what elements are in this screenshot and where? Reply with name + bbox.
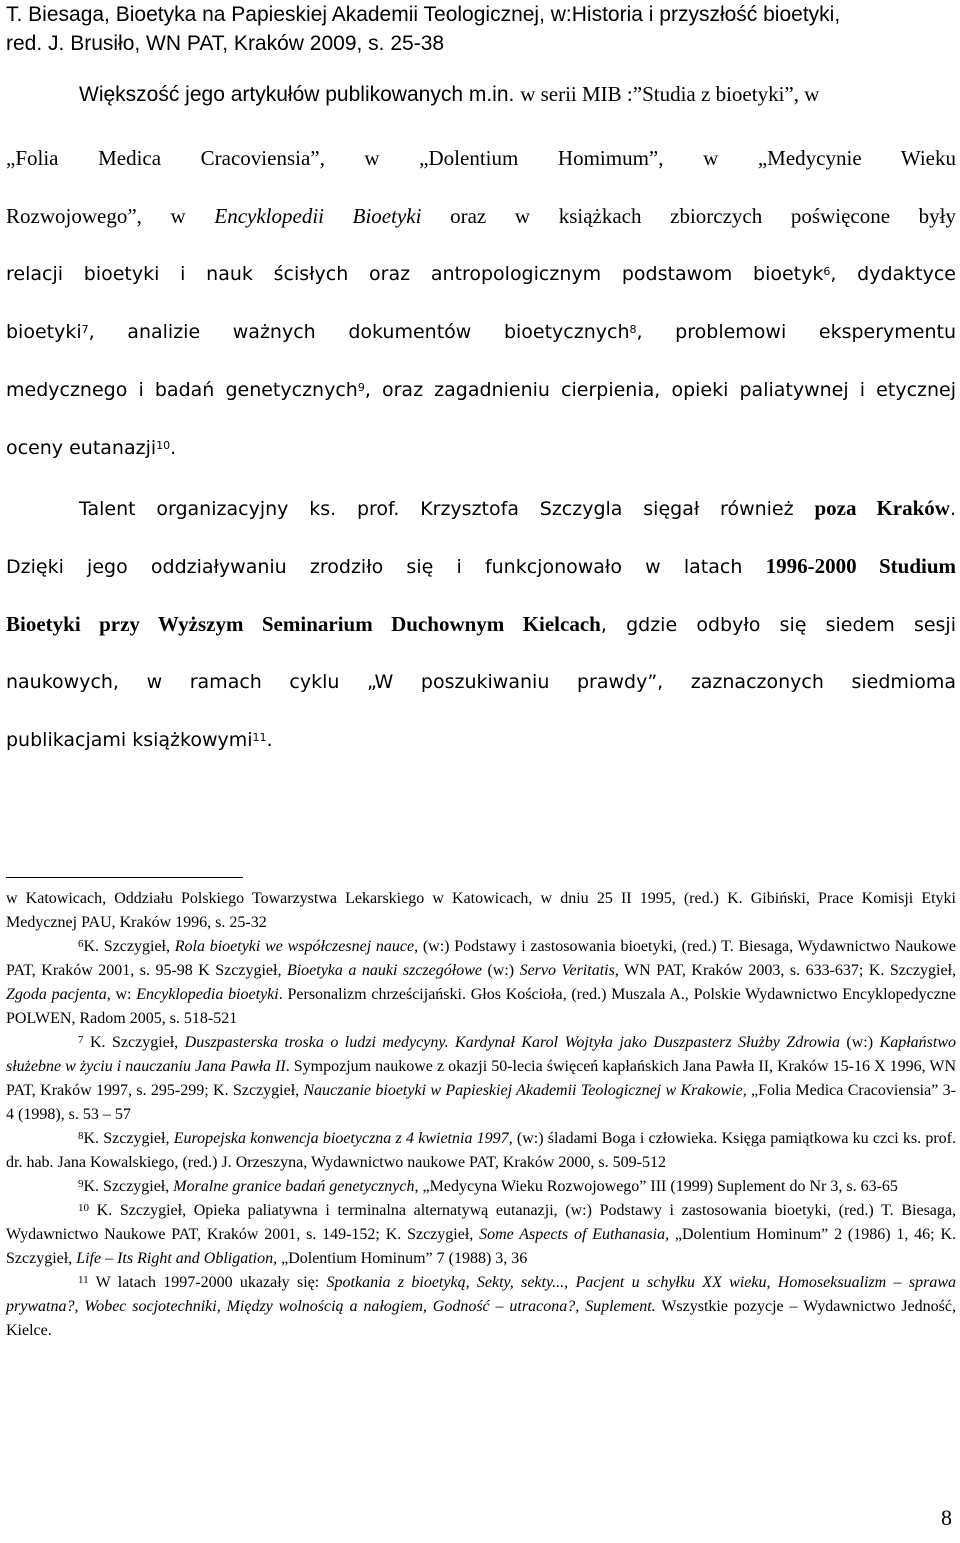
footnote-text: , „Dolentium Hominum” 7 (1988) 3, 36 [273, 1250, 528, 1267]
footnote-ref: 10 [156, 439, 171, 452]
body-line-7 [6, 434, 956, 463]
footnote-text: W latach 1997-2000 ukazały się: [88, 1274, 327, 1291]
citation-line-2 [6, 29, 956, 58]
body-text: „Folia Medica Cracoviensia”, w „Dolentium Homimum”, w „Medycynie Wieku [6, 146, 956, 170]
body-text: bioetyki [6, 321, 82, 343]
body-text: oceny eutanazji [6, 437, 157, 459]
footnote-text: . Sympozjum naukowe z okazji 50-lecia święceń kapłańskich Jana Pawła II, Kraków 15-16 X 1996, WN PAT, Kraków 1997, s. 295-299; K. Szczygieł, [6, 1058, 956, 1099]
footnote-text-italic: Life – Its Right and Obligation [76, 1250, 274, 1267]
footnote-text: , WN PAT, Kraków 2003, s. 633-637; K. Szczygieł, [614, 962, 957, 979]
footnote-ref: 6 [823, 265, 831, 278]
body-text: naukowych, w ramach cyklu „W poszukiwaniu prawdy”, zaznaczonych siedmioma [6, 671, 956, 693]
footnote-continuation [6, 887, 956, 935]
footnote-text-italic: Bioetyka a nauki szczegółowe [286, 962, 482, 979]
footnote-text-italic: Nauczanie bioetyki w Papieskiej Akademii Teologicznej w Krakowie, [303, 1082, 747, 1099]
footnote-text: K. Szczygieł, Opieka paliatywna i terminalna alternatywą eutanazji, (w:) Podstawy i zastosowania bioetyki, (red.) T. Biesaga, Wydawnictwo Naukowe PAT, Kraków 2001, s. 149-152; K. Szczygieł, [6, 1202, 956, 1243]
footnote-number: 11 [78, 1274, 89, 1286]
footnote-text: w Katowicach, Oddziału Polskiego Towarzystwa Lekarskiego w Katowicach, w dniu 25 II 1995, (red.) K. Gibiński, Prace Komisji Etyki Medycznej PAU, Kraków 1996, s. 25-32 [6, 890, 956, 931]
body-text: relacji bioetyki i nauk ścisłych oraz antropologicznym podstawom bioetyk [6, 263, 824, 285]
body-line-9 [6, 552, 956, 582]
body-text: . [266, 729, 273, 751]
footnote-text: „Folia Medica Cracoviensia” 3-4 (1998), s. 53 – 57 [6, 1082, 956, 1123]
footnote-10 [6, 1199, 956, 1271]
body-text: . [170, 437, 177, 459]
footnote-8 [6, 1127, 956, 1175]
footnote-number: 8 [78, 1130, 84, 1142]
body-line-10 [6, 610, 956, 640]
page-number: 8 [941, 1505, 952, 1530]
body-line-4 [6, 260, 956, 289]
body-line-2 [6, 144, 956, 173]
footnote-text-italic: Duszpasterska troska o ludzi medycyny. Kardynał Karol Wojtyła jako Duszpasterz Służby Zdrowia [184, 1034, 840, 1051]
body-text: . [949, 498, 957, 520]
footnote-text: . Personalizm chrześcijański. Głos Kościoła, (red.) Muszala A., Polskie Wydawnictwo Encyklopedyczne POLWEN, Radom 2005, s. 518-521 [6, 986, 956, 1027]
body-text-bold: poza Kraków [814, 496, 950, 520]
footnote-text: , (w:) Podstawy i zastosowania bioetyki, (red.) T. Biesaga, Wydawnictwo Naukowe PAT, Kraków 2001, s. 95-98 K Szczygieł, [6, 938, 957, 979]
footnote-text: K. Szczygieł, [83, 1034, 185, 1051]
footnote-text: , „Dolentium Hominum” 2 (1986) 1, 46; K. Szczygieł, [6, 1226, 957, 1267]
body-text: publikacjami książkowymi [6, 729, 253, 751]
body-text: medycznego i badań genetycznych [6, 379, 358, 401]
body-text-bold: Bioetyki przy Wyższym Seminarium Duchownym Kielcach [6, 612, 601, 636]
footnote-separator [6, 877, 243, 878]
body-text: Dzięki jego oddziaływaniu zrodziło się i funkcjonowało w latach [6, 556, 743, 578]
footnote-7 [6, 1031, 956, 1127]
footnote-text: (w:) [839, 1034, 880, 1051]
footnote-text-italic: Servo Veritatis [519, 962, 615, 979]
body-text: w [170, 204, 186, 228]
body-line-1 [79, 80, 954, 109]
citation-header [6, 0, 956, 58]
body-text: w serii MIB :”Studia z bioetyki”, w [520, 82, 820, 106]
footnote-text-italic: Moralne granice badań genetycznych [173, 1178, 415, 1195]
citation-line-1 [6, 0, 956, 29]
footnote-text: , (w:) śladami Boga i człowieka. Księga pamiątkowa ku czci ks. prof. dr. hab. Jana Kowalskiego, (red.) J. Orzeszyna, Wydawnictwo naukowe PAT, Kraków 2000, s. 509-512 [6, 1130, 957, 1171]
body-text: , problemowi eksperymentu [636, 321, 957, 343]
footnote-ref: 9 [357, 381, 365, 394]
body-text: , analizie ważnych dokumentów bioetycznych [88, 321, 630, 343]
footnote-number: 10 [78, 1202, 89, 1214]
body-text-bold: 1996-2000 Studium [765, 554, 957, 578]
footnote-ref: 7 [81, 323, 89, 336]
body-text: Większość jego artykułów publikowanych m.in. [79, 83, 515, 106]
footnote-text: Wszystkie pozycje – Wydawnictwo Jedność, Kielce. [6, 1298, 956, 1339]
footnotes [6, 887, 956, 1343]
footnote-text: , w: [106, 986, 137, 1003]
footnote-text: (w:) [481, 962, 520, 979]
footnote-text: , „Medycyna Wieku Rozwojowego” III (1999) Suplement do Nr 3, s. 63-65 [414, 1178, 898, 1195]
citation-text-1: T. Biesaga, Bioetyka na Papieskiej Akademii Teologicznej, w:Historia i przyszłość bioetyki, [6, 3, 841, 26]
footnote-ref: 8 [629, 323, 637, 336]
footnote-text-italic: Encyklopedia bioetyki [136, 986, 279, 1003]
footnote-text-italic: Spotkania z bioetyką, Sekty, sekty..., Pacjent u schyłku XX wieku, Homoseksualizm – sprawa prywatna?, Wobec socjotechniki, Między wolnością a nałogiem, Godność – utracona?, Suplement. [6, 1274, 957, 1315]
body-line-12 [6, 726, 956, 755]
body-text: Talent organizacyjny ks. prof. Krzysztofa Szczygla sięgał również [79, 498, 794, 520]
body-line-3 [6, 202, 956, 231]
footnote-9 [6, 1175, 956, 1199]
body-text: , oraz zagadnieniu cierpienia, opieki paliatywnej i etycznej [364, 379, 956, 401]
body-text: Rozwojowego”, [6, 204, 142, 228]
footnote-text-italic: Some Aspects of Euthanasia [479, 1226, 666, 1243]
footnote-text: K. Szczygieł, [83, 1130, 174, 1147]
body-line-5 [6, 318, 956, 347]
footnote-number: 6 [78, 938, 84, 950]
body-line-11 [6, 668, 956, 697]
body-text: oraz w książkach zbiorczych poświęcone były [450, 204, 957, 228]
footnote-number: 9 [78, 1178, 84, 1190]
footnote-text-italic: Europejska konwencja bioetyczna z 4 kwietnia 1997 [173, 1130, 509, 1147]
body-line-6 [6, 376, 956, 405]
footnote-text-italic: Kapłaństwo służebne w życiu i nauczaniu Jana Pawła II [6, 1034, 957, 1075]
body-text: , dydaktyce [830, 263, 956, 285]
footnote-text-italic: Rola bioetyki we współczesnej nauce [174, 938, 415, 955]
footnote-text: K. Szczygieł, [83, 938, 175, 955]
footnote-number: 7 [78, 1034, 84, 1046]
footnote-6 [6, 935, 956, 1031]
footnote-text: K. Szczygieł, [83, 1178, 174, 1195]
body-line-8 [79, 494, 956, 524]
footnote-ref: 11 [252, 731, 267, 744]
footnote-11 [6, 1271, 956, 1343]
footnote-text-italic: Zgoda pacjenta [6, 986, 107, 1003]
body-text-italic: Encyklopedii Bioetyki [214, 204, 422, 228]
body-text: , gdzie odbyło się siedem sesji [600, 614, 956, 636]
citation-text-2: red. J. Brusiło, WN PAT, Kraków 2009, s. 25-38 [6, 32, 445, 55]
